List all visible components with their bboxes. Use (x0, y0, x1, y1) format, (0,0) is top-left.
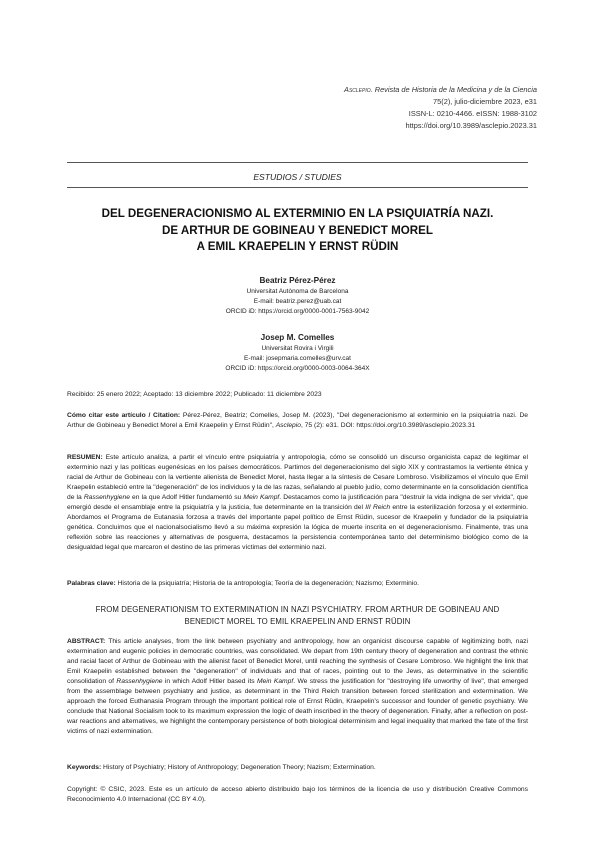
english-title (67, 604, 528, 628)
journal-header (344, 84, 537, 132)
resumen-italic-term: III Reich (365, 504, 391, 511)
abstract-italic-term: Mein Kampf (256, 678, 294, 685)
keywords (67, 763, 528, 773)
author-name: Josep M. Comelles (260, 333, 335, 342)
article-title (40, 206, 555, 256)
resumen-italic-term: Rassenhygiene (83, 494, 130, 501)
journal-name-rest: . Revista de Historia de la Medicina y de la Ciencia (370, 85, 537, 94)
keywords-label: Keywords: (67, 764, 102, 771)
author-name: Beatriz Pérez-Pérez (259, 276, 336, 285)
author-block (0, 332, 595, 373)
author-block (0, 275, 595, 316)
abstract-italic-term: Rassenhygiene (116, 678, 163, 685)
resumen-italic-term: Mein Kampf (243, 494, 280, 501)
english-title-line: FROM DEGENERATIONISM TO EXTERMINATION IN NAZI PSYCHIATRY. FROM ARTHUR DE GOBINEAU AND (95, 605, 500, 614)
author-email[interactable]: E-mail: josepmaria.comelles@urv.cat (244, 354, 351, 362)
author-orcid[interactable]: ORCID iD: https://orcid.org/0000-0001-7563-9042 (225, 307, 370, 315)
author-orcid[interactable]: ORCID iD: https://orcid.org/0000-0003-0064-364X (225, 364, 370, 372)
title-line: DE ARTHUR DE GOBINEAU Y BENEDICT MOREL (162, 223, 433, 237)
resumen-label: RESUMEN: (67, 454, 103, 461)
palabras-clave (67, 579, 528, 589)
english-title-line: BENEDICT MOREL TO EMIL KRAEPELIN AND ERNST RÜDIN (184, 617, 411, 626)
journal-name-smallcaps: Asclepio (344, 85, 371, 94)
abstract-block (67, 637, 528, 737)
citation-label: Cómo citar este artículo / Citation: (67, 412, 181, 419)
title-line: A EMIL KRAEPELIN Y ERNST RÜDIN (196, 240, 399, 253)
palabras-text: Historia de la psiquiatría; Historia de la antropología; Teoría de la degeneración; Nazismo; Exterminio. (115, 580, 419, 587)
abstract-text: in which Adolf Hitler based its (162, 678, 257, 685)
journal-name (344, 84, 537, 96)
resumen-text: entre la esterilización forzosa y el exterminio. Abordamos el Programa de Eutanasia forzosa a través del importante papel político de Ernst Rüdin, sucesor de Kraepelin y fundador de la psiquiatría genética. Concluimos que el nacionalsocialismo llevó a su máxima expresión la lógica de muerte inscrita en el degeneracionismo. Finalmente, tras una reflexión sobre las reacciones y alternativas de posguerra, destacamos la persistencia contemporánea tanto del determinismo biológico como de la desigualdad legal que marcaron el destino de las primeras víctimas del exterminio nazi. (67, 504, 529, 551)
resumen-text: . Destacamos como la justificación para "destruir la vida indigna de ser vivida", que emergió desde el ensamblaje entre la psiquiatría y la justicia, fue determinante en la transición del (67, 494, 528, 511)
journal-issn: ISSN-L: 0210-4466. eISSN: 1988-3102 (408, 109, 537, 118)
resumen-text: en la que Adolf Hitler fundamentó su (129, 494, 244, 501)
resumen-text: Este artículo analiza, a partir el vínculo entre psiquiatría y antropología, cómo se consolidó un discurso organicista capaz de legitimar el exterminio nazi y las políticas eugenésicas en los países democráticos. Partimos del degeneracionismo del siglo XIX y contrastamos la vertiente étnica y racial de Arthur de Gobineau con la vertiente alienista de Benedict Morel, hasta llegar a la síntesis de Cesare Lombroso. Visibilizamos el vínculo que Emil Kraepelin estableció entre la "degeneración" de los individuos y la de las razas, señalando al pueblo judío, como determinante en la consolidación científica de la (67, 454, 528, 501)
abstract-text: This article analyses, from the link between psychiatry and anthropology, how an organicist discourse capable of legitimizing both, nazi extermination and eugenic policies in democratic countries, was consolidated. We depart from 19th century theory of degeneration and contrast the ethnic and racial facet of Arthur de Gobineau with the alienist facet of Benedict Morel, until reaching the synthesis of Cesare Lombroso. We highlight the link that Emil Kraepelin established between the "degeneration" of individuals and that of races, pointing out to the Jews, as determinative in the scientific consolidation of (67, 638, 528, 685)
citation-text: Pérez-Pérez, Beatriz; Comelles, Josep M. (2023), "Del degeneracionismo al exterminio en la psiquiatría nazi. De Arthur de Gobineau y Benedict Morel a Emil Kraepelin y Ernst Rüdin", (67, 412, 529, 429)
palabras-label: Palabras clave: (67, 580, 116, 587)
journal-doi[interactable]: https://doi.org/10.3989/asclepio.2023.31 (405, 121, 537, 130)
resumen-block (67, 453, 528, 553)
title-line: DEL DEGENERACIONISMO AL EXTERMINIO EN LA PSIQUIATRÍA NAZI. (101, 207, 494, 220)
section-label: ESTUDIOS / STUDIES (253, 172, 342, 182)
section-rule (67, 187, 528, 188)
submission-dates: Recibido: 25 enero 2022; Aceptado: 13 diciembre 2022; Publicado: 11 diciembre 2023 (67, 391, 322, 398)
citation-text-end[interactable]: , 75 (2): e31. DOI: https://doi.org/10.3989/asclepio.2023.31 (300, 422, 476, 429)
citation-journal: Asclepio (275, 422, 301, 429)
author-affiliation: Universitat Autònoma de Barcelona (246, 288, 349, 295)
abstract-label: ABSTRACT: (67, 638, 106, 645)
abstract-text: . We stress the justification for "destroying life unworthy of live", that emerged from the assemblage between psychiatry and justice, as determinant in the Third Reich transition between forced sterilization and extermination. We approach the forced Euthanasia Program through the important political role of Ernst Rüdin, Kraepelin's successor and founder of genetic psychiatry. We conclude that National Socialism took to its maximum expression the logic of death inscribed in the theory of degeneration. Finally, after a reflection on post-war reactions and alternatives, we highlight the contemporary persistence of both biological determinism and legal inequality that marked the fate of the first victims of nazi extermination. (67, 678, 528, 735)
journal-issue: 75(2), julio-diciembre 2023, e31 (433, 97, 537, 106)
copyright-notice: Copyright: © CSIC, 2023. Este es un artículo de acceso abierto distribuido bajo los términos de la licencia de uso y distribución Creative Commons Reconocimiento 4.0 Internacional (CC BY 4.0). (67, 786, 528, 803)
top-rule (67, 162, 528, 163)
author-email[interactable]: E-mail: beatriz.perez@uab.cat (253, 297, 342, 305)
keywords-text: History of Psychiatry; History of Anthropology; Degeneration Theory; Nazism; Extermination. (101, 764, 376, 771)
citation-block (67, 411, 528, 431)
author-affiliation: Universitat Rovira i Virgili (261, 345, 334, 352)
